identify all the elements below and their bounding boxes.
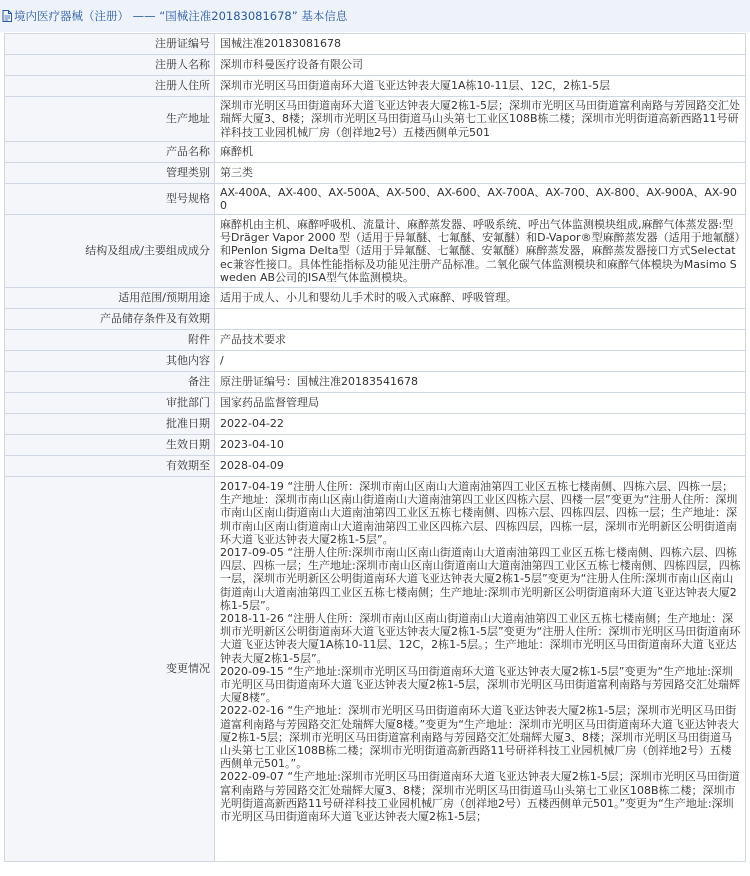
change-entry: 2022-09-07 “生产地址:深圳市光明区马田街道南环大道飞亚达钟表大厦2栋1-5层；深圳市光明区马田街道富利南路与芳园路交汇处瑞辉大厦3、8楼；深圳市光明区马田街道马山头第七工业区108B栋二楼；深圳市光明街道高新西路11号研祥科技工业园机械厂房（创祥地2号）五楼西侧单元501。”变更为“生产地址:深圳市光明区马田街道南环大道飞亚达钟表大厦2栋1-5层； — [220, 770, 740, 824]
row-label: 变更情况 — [5, 477, 215, 862]
product-name: 麻醉机 — [215, 142, 746, 163]
row-label: 其他内容 — [5, 351, 215, 372]
row-label: 备注 — [5, 372, 215, 393]
attachments: 产品技术要求 — [215, 330, 746, 351]
registration-number: 国械注准20183081678 — [215, 34, 746, 55]
page-title: 境内医疗器械（注册） —— “国械注准20183081678” 基本信息 — [14, 9, 348, 23]
storage-conditions — [215, 309, 746, 330]
row-label: 注册人住所 — [5, 76, 215, 97]
row-label: 型号规格 — [5, 184, 215, 215]
registrant-address: 深圳市光明区马田街道南环大道飞亚达钟表大厦1A栋10-11层、12C，2栋1-5层 — [215, 76, 746, 97]
row-label: 产品名称 — [5, 142, 215, 163]
change-entry: 2017-04-19 “注册人住所：深圳市南山区南山大道南油第四工业区五栋七楼南侧、四栋六层、四栋一层；生产地址：深圳市南山区南山街道南山大道南油第四工业区四栋六层、四楼一层”变更为“注册人住所：深圳市南山区南山街道南山大道南油第四工业区五栋七楼南侧、四栋六层、四栋四层、四栋一层；生产地址：深圳市南山区南山街道南山大道南油第四工业区四栋六层、四栋四层，四栋一层，深圳市光明新区公明街道南环大道飞亚达钟表大厦2栋1-5层”。 — [220, 480, 738, 546]
row-label: 注册证编号 — [5, 34, 215, 55]
row-label: 注册人名称 — [5, 55, 215, 76]
approval-department: 国家药品监督管理局 — [215, 393, 746, 414]
management-category: 第三类 — [215, 163, 746, 184]
row-label: 有效期至 — [5, 456, 215, 477]
row-label: 附件 — [5, 330, 215, 351]
change-history — [215, 477, 746, 862]
change-entry: 2017-09-05 “注册人住所:深圳市南山区南山街道南山大道南油第四工业区五栋七楼南侧、四栋六层、四栋四层、四栋一层；生产地址:深圳市南山区南山街道南山大道南油第四工业区五栋七楼南侧、四栋四层，四栋一层，深圳市光明新区公明街道南环大道飞亚达钟表大厦2栋1-5层”变更为“注册人住所:深圳市南山区南山街道南山大道南油第四工业区五栋七楼南侧；生产地址:深圳市光明新区公明街道南环大道飞亚达钟表大厦2栋1-5层”。 — [220, 546, 741, 612]
intended-use: 适用于成人、小儿和婴幼儿手术时的吸入式麻醉、呼吸管理。 — [215, 288, 746, 309]
row-label: 结构及组成/主要组成成分 — [5, 215, 215, 288]
row-label: 管理类别 — [5, 163, 215, 184]
valid-until: 2028-04-09 — [215, 456, 746, 477]
row-label: 生效日期 — [5, 435, 215, 456]
change-entry: 2022-02-16 “生产地址：深圳市光明区马田街道南环大道飞亚达钟表大厦2栋1-5层；深圳市光明区马田街道富利南路与芳园路交汇处瑞辉大厦8楼。”变更为“生产地址：深圳市光明区马田街道南环大道飞亚达钟表大厦2栋1-5层；深圳市光明区马田街道富利南路与芳园路交汇处瑞辉大厦3、8楼；深圳市光明区马田街道马山头第七工业区108B栋二楼；深圳市光明街道高新西路11号研祥科技工业园机械厂房（创祥地2号）五楼西侧单元501。”。 — [220, 704, 739, 771]
other-content: / — [215, 351, 746, 372]
document-icon — [2, 2, 12, 14]
row-label: 审批部门 — [5, 393, 215, 414]
remarks: 原注册证编号：国械注准20183541678 — [215, 372, 746, 393]
structure-composition: 麻醉机由主机、麻醉呼吸机、流量计、麻醉蒸发器、呼吸系统、呼出气体监测模块组成,麻醉气体蒸发器:型号Dräger Vapor 2000 型（适用于异氟醚、七氟醚、安氟醚）和D-Vapor®型麻醉蒸发器（适用于地氟醚）和Penlon Sigma Delta型（适用于异氟醚、七氟醚、安氟醚）麻醉蒸发器，麻醉蒸发器接口方式Selectatec兼容性接口。具体性能指标及功能见注册产品标准。二氧化碳气体监测模块和麻醉气体模块为Masimo Sweden AB公司的ISA型气体监测模块。 — [215, 215, 746, 288]
page-header — [0, 0, 750, 32]
production-address: 深圳市光明区马田街道南环大道飞亚达钟表大厦2栋1-5层；深圳市光明区马田街道富利南路与芳园路交汇处瑞辉大厦3、8楼；深圳市光明区马田街道马山头第七工业区108B栋二楼；深圳市光明街道高新西路11号研祥科技工业园机械厂房（创祥地2号）五楼西侧单元501 — [215, 97, 746, 142]
change-entry: 2020-09-15 “生产地址:深圳市光明区马田街道南环大道飞亚达钟表大厦2栋1-5层”变更为“生产地址:深圳市光明区马田街道南环大道飞亚达钟表大厦2栋1-5层，深圳市光明区马田街道富利南路与芳园路交汇处瑞辉大厦8楼”。 — [220, 664, 740, 705]
model-spec: AX-400A、AX-400、AX-500A、AX-500、AX-600、AX-700A、AX-700、AX-800、AX-900A、AX-900 — [215, 184, 746, 215]
row-label: 适用范围/预期用途 — [5, 288, 215, 309]
device-info-table — [4, 33, 746, 862]
row-label: 生产地址 — [5, 97, 215, 142]
change-entry: 2018-11-26 “注册人住所：深圳市南山区南山街道南山大道南油第四工业区五栋七楼南侧；生产地址：深圳市光明新区公明街道南环大道飞亚达钟表大厦2栋1-5层”变更为“注册人住所：深圳市光明区马田街道南环大道飞亚达钟表大厦1A栋10-11层、12C，2栋1-5层。；生产地址：深圳市光明区马田街道南环大道飞亚达钟表大厦2栋1-5层”。 — [220, 612, 741, 665]
registrant-name: 深圳市科曼医疗设备有限公司 — [215, 55, 746, 76]
row-label: 产品储存条件及有效期 — [5, 309, 215, 330]
approval-date: 2022-04-22 — [215, 414, 746, 435]
row-label: 批准日期 — [5, 414, 215, 435]
effective-date: 2023-04-10 — [215, 435, 746, 456]
